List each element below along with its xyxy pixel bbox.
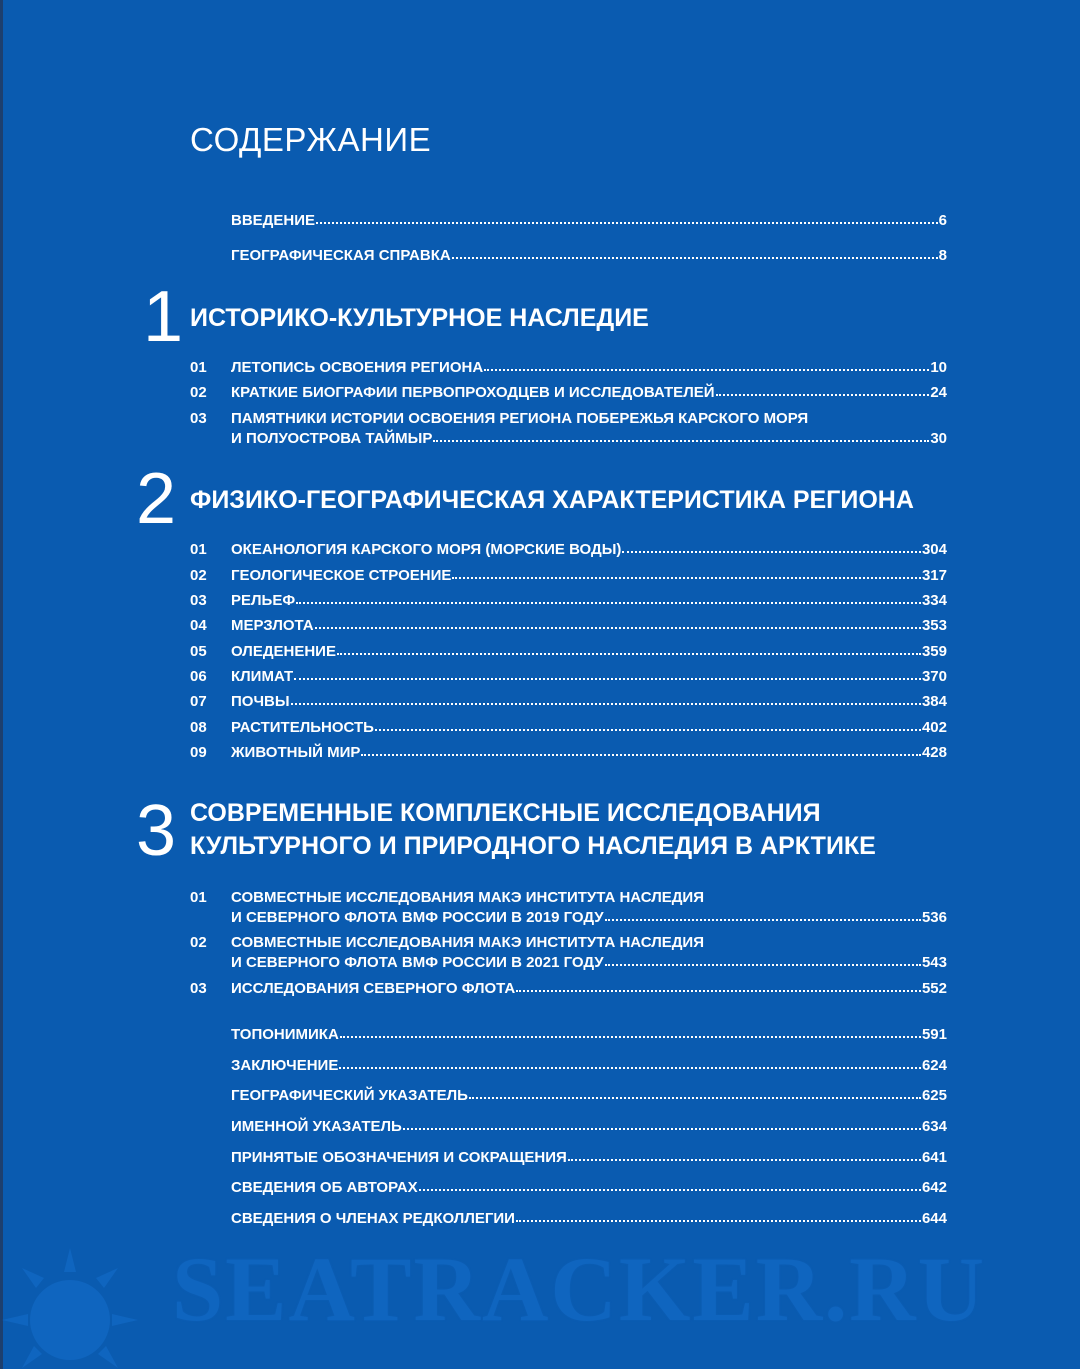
entry-number: 03: [190, 980, 207, 997]
entry-label: ВВЕДЕНИЕ: [231, 212, 315, 229]
entry-page: 552: [921, 980, 947, 997]
dot-leader: [296, 598, 921, 604]
section-number: 1: [143, 277, 184, 357]
dot-leader: [337, 649, 921, 655]
entry-label: СВЕДЕНИЯ О ЧЛЕНАХ РЕДКОЛЛЕГИИ: [231, 1210, 515, 1227]
entry-page: 644: [921, 1210, 947, 1227]
entry-number: 07: [190, 693, 207, 710]
dot-leader: [433, 436, 929, 442]
entry-label: ИМЕННОЙ УКАЗАТЕЛЬ: [231, 1118, 402, 1135]
entry-page: 317: [921, 567, 947, 584]
entry-label: МЕРЗЛОТА: [231, 617, 314, 634]
dot-leader: [605, 915, 921, 921]
entry-page: 304: [921, 541, 947, 558]
entry-label-line1: СОВМЕСТНЫЕ ИССЛЕДОВАНИЯ МАКЭ ИНСТИТУТА НАСЛЕДИЯ: [231, 934, 704, 951]
entry-label: ПОЧВЫ: [231, 693, 290, 710]
entry-label: РАСТИТЕЛЬНОСТЬ: [231, 719, 374, 736]
dot-leader: [375, 725, 921, 731]
entry-number: 05: [190, 643, 207, 660]
dot-leader: [452, 253, 938, 259]
dot-leader: [484, 365, 929, 371]
entry-page: 624: [921, 1057, 947, 1074]
entry-number: 01: [190, 889, 207, 906]
entry-label: ИССЛЕДОВАНИЯ СЕВЕРНОГО ФЛОТА: [231, 980, 516, 997]
entry-page: 428: [921, 744, 947, 761]
section-number: 3: [136, 791, 177, 871]
section-title: ФИЗИКО-ГЕОГРАФИЧЕСКАЯ ХАРАКТЕРИСТИКА РЕГИОНА: [190, 486, 914, 514]
entry-page: 24: [930, 384, 947, 401]
page-title: СОДЕРЖАНИЕ: [190, 121, 432, 158]
dot-leader: [419, 1185, 921, 1191]
entry-number: 01: [190, 359, 207, 376]
entry-page: 359: [921, 643, 947, 660]
entry-label: И ПОЛУОСТРОВА ТАЙМЫР: [231, 430, 433, 447]
entry-label: ЛЕТОПИСЬ ОСВОЕНИЯ РЕГИОНА: [231, 359, 484, 376]
entry-label: ГЕОЛОГИЧЕСКОЕ СТРОЕНИЕ: [231, 567, 452, 584]
entry-label: ОКЕАНОЛОГИЯ КАРСКОГО МОРЯ (МОРСКИЕ ВОДЫ): [231, 541, 622, 558]
entry-page: 384: [921, 693, 947, 710]
entry-number: 02: [190, 384, 207, 401]
entry-number: 08: [190, 719, 207, 736]
entry-page: 591: [921, 1026, 947, 1043]
dot-leader: [605, 960, 921, 966]
entry-page: 6: [938, 212, 947, 229]
entry-page: 634: [921, 1118, 947, 1135]
dot-leader: [403, 1124, 921, 1130]
dot-leader: [516, 986, 921, 992]
entry-page: 642: [921, 1179, 947, 1196]
entry-page: 30: [930, 430, 947, 447]
section-title: ИСТОРИКО-КУЛЬТУРНОЕ НАСЛЕДИЕ: [190, 304, 649, 332]
entry-number: 01: [190, 541, 207, 558]
entry-label: ЗАКЛЮЧЕНИЕ: [231, 1057, 339, 1074]
entry-number: 06: [190, 668, 207, 685]
entry-label: РЕЛЬЕФ: [231, 592, 296, 609]
entry-number: 04: [190, 617, 207, 634]
entry-page: 10: [930, 359, 947, 376]
dot-leader: [294, 674, 921, 680]
entry-page: 641: [921, 1149, 947, 1166]
dot-leader: [315, 623, 921, 629]
entry-number: 09: [190, 744, 207, 761]
section-title: СОВРЕМЕННЫЕ КОМПЛЕКСНЫЕ ИССЛЕДОВАНИЯ КУЛЬТУРНОГО И ПРИРОДНОГО НАСЛЕДИЯ В АРКТИКЕ: [190, 799, 876, 860]
watermark-text: SEATRACKER.RU: [172, 1238, 987, 1340]
dot-leader: [469, 1093, 921, 1099]
entry-label: И СЕВЕРНОГО ФЛОТА ВМФ РОССИИ В 2021 ГОДУ: [231, 954, 604, 971]
entry-page: 353: [921, 617, 947, 634]
dot-leader: [291, 699, 921, 705]
dot-leader: [339, 1063, 921, 1069]
entry-label: ГЕОГРАФИЧЕСКАЯ СПРАВКА: [231, 247, 451, 264]
entry-number: 02: [190, 934, 207, 951]
entry-label: ТОПОНИМИКА: [231, 1026, 339, 1043]
entry-label: КРАТКИЕ БИОГРАФИИ ПЕРВОПРОХОДЦЕВ И ИССЛЕДОВАТЕЛЕЙ: [231, 384, 715, 401]
entry-label-line1: ПАМЯТНИКИ ИСТОРИИ ОСВОЕНИЯ РЕГИОНА ПОБЕРЕЖЬЯ КАРСКОГО МОРЯ: [231, 410, 809, 427]
dot-leader: [622, 547, 921, 553]
section-number: 2: [136, 459, 177, 539]
entry-label: ЖИВОТНЫЙ МИР: [231, 744, 361, 761]
entry-label: КЛИМАТ: [231, 668, 294, 685]
dot-leader: [452, 573, 921, 579]
entry-page: 625: [921, 1087, 947, 1104]
entry-label-line1: СОВМЕСТНЫЕ ИССЛЕДОВАНИЯ МАКЭ ИНСТИТУТА НАСЛЕДИЯ: [231, 889, 704, 906]
entry-page: 8: [938, 247, 947, 264]
entry-page: 536: [921, 909, 947, 926]
dot-leader: [316, 218, 938, 224]
entry-page: 402: [921, 719, 947, 736]
entry-page: 334: [921, 592, 947, 609]
entry-number: 03: [190, 592, 207, 609]
entry-label: ПРИНЯТЫЕ ОБОЗНАЧЕНИЯ И СОКРАЩЕНИЯ: [231, 1149, 567, 1166]
dot-leader: [568, 1155, 921, 1161]
entry-label: СВЕДЕНИЯ ОБ АВТОРАХ: [231, 1179, 418, 1196]
entry-number: 02: [190, 567, 207, 584]
dot-leader: [516, 1216, 921, 1222]
entry-label: ГЕОГРАФИЧЕСКИЙ УКАЗАТЕЛЬ: [231, 1087, 468, 1104]
entry-number: 03: [190, 410, 207, 427]
dot-leader: [340, 1032, 921, 1038]
entry-label: И СЕВЕРНОГО ФЛОТА ВМФ РОССИИ В 2019 ГОДУ: [231, 909, 604, 926]
page-edge: [0, 0, 3, 1369]
dot-leader: [361, 750, 921, 756]
dot-leader: [716, 390, 930, 396]
entry-page: 370: [921, 668, 947, 685]
entry-page: 543: [921, 954, 947, 971]
entry-label: ОЛЕДЕНЕНИЕ: [231, 643, 336, 660]
